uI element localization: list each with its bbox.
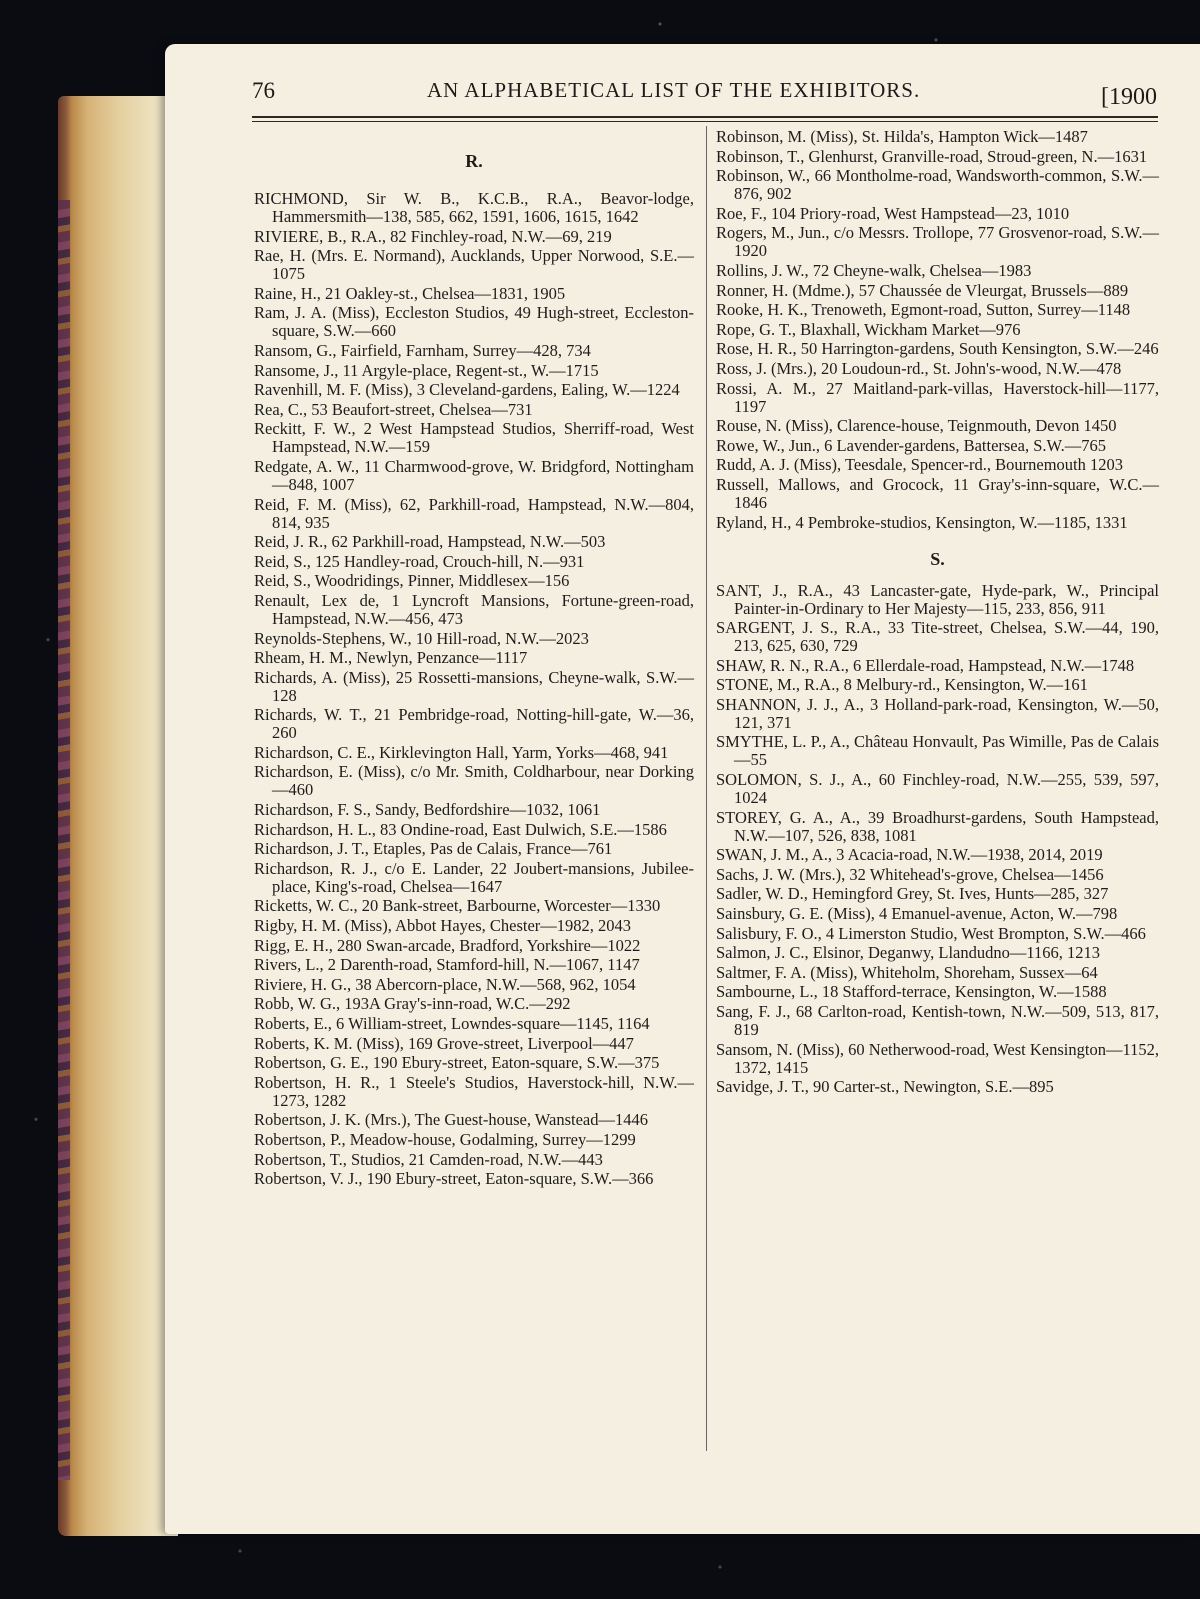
exhibitor-entry: Robertson, J. K. (Mrs.), The Guest-house, Wanstead—1446 — [254, 1110, 649, 1130]
exhibitor-entry: Reid, S., 125 Handley-road, Crouch-hill, N.—931 — [254, 551, 585, 571]
exhibitor-entry: Savidge, J. T., 90 Carter-st., Newington, S.E.—895 — [716, 1077, 1054, 1097]
page-number: 76 — [252, 78, 275, 103]
exhibitor-entry: Rose, H. R., 50 Harrington-gardens, South Kensington, S.W.—246 — [716, 339, 1159, 359]
exhibitor-entry: Russell, Mallows, and Grocock, 11 Gray's-inn-square, W.C.—1846 — [716, 474, 1159, 512]
exhibitor-entry: Robinson, M. (Miss), St. Hilda's, Hampton Wick—1487 — [716, 127, 1088, 146]
exhibitor-entry: Robertson, H. R., 1 Steele's Studios, Haverstock-hill, N.W.—1273, 1282 — [254, 1072, 694, 1110]
exhibitor-entry: Ransom, G., Fairfield, Farnham, Surrey—428, 734 — [254, 340, 591, 360]
exhibitor-entry: Ricketts, W. C., 20 Bank-street, Barbourne, Worcester—1330 — [254, 896, 661, 916]
exhibitor-entry: Rae, H. (Mrs. E. Normand), Aucklands, Upper Norwood, S.E.—1075 — [254, 246, 694, 284]
header-rule — [252, 116, 1158, 118]
exhibitor-entry: SHAW, R. N., R.A., 6 Ellerdale-road, Hampstead, N.W.—1748 — [716, 655, 1135, 675]
exhibitor-entry: Sadler, W. D., Hemingford Grey, St. Ives, Hunts—285, 327 — [716, 884, 1109, 904]
entry-list — [716, 582, 1159, 1097]
exhibitor-entry: Richards, A. (Miss), 25 Rossetti-mansions, Cheyne-walk, S.W.—128 — [254, 667, 694, 705]
exhibitor-entry: Richardson, F. S., Sandy, Bedfordshire—1032, 1061 — [254, 800, 601, 820]
exhibitor-entry: Ryland, H., 4 Pembroke-studios, Kensington, W.—1185, 1331 — [716, 512, 1128, 532]
header-rule-thin — [252, 121, 1158, 122]
right-column — [716, 128, 1159, 1098]
exhibitor-entry: Rossi, A. M., 27 Maitland-park-villas, Haverstock-hill—1177, 1197 — [716, 378, 1159, 416]
page-header — [252, 74, 1157, 114]
exhibitor-entry: Rouse, N. (Miss), Clarence-house, Teignmouth, Devon 1450 — [716, 416, 1117, 436]
exhibitor-entry: Rope, G. T., Blaxhall, Wickham Market—976 — [716, 319, 1021, 339]
exhibitor-entry: SMYTHE, L. P., A., Château Honvault, Pas Wimille, Pas de Calais—55 — [716, 732, 1159, 770]
exhibitor-entry: Sang, F. J., 68 Carlton-road, Kentish-town, N.W.—509, 513, 817, 819 — [716, 1002, 1159, 1039]
exhibitor-entry: Sainsbury, G. E. (Miss), 4 Emanuel-avenue, Acton, W.—798 — [716, 904, 1118, 924]
exhibitor-entry: Salmon, J. C., Elsinor, Deganwy, Llandudno—1166, 1213 — [716, 943, 1101, 963]
exhibitor-entry: Rowe, W., Jun., 6 Lavender-gardens, Battersea, S.W.—765 — [716, 435, 1106, 455]
header-year: [1900 — [1101, 84, 1157, 110]
exhibitor-entry: Robinson, T., Glenhurst, Granville-road, Stroud-green, N.—1631 — [716, 146, 1148, 166]
section-letter-r: R. — [465, 151, 483, 171]
entry-list — [254, 190, 694, 1188]
exhibitor-entry: Sambourne, L., 18 Stafford-terrace, Kensington, W.—1588 — [716, 982, 1107, 1002]
exhibitor-entry: Richardson, R. J., c/o E. Lander, 22 Joubert-mansions, Jubilee-place, King's-road, Chelsea—1647 — [254, 858, 694, 896]
exhibitor-entry: Roberts, E., 6 William-street, Lowndes-square—1145, 1164 — [254, 1014, 650, 1033]
column-divider — [706, 126, 707, 1451]
exhibitor-entry: Raine, H., 21 Oakley-st., Chelsea—1831, 1905 — [254, 283, 566, 303]
exhibitor-entry: Ransome, J., 11 Argyle-place, Regent-st., W.—1715 — [254, 360, 599, 380]
exhibitor-entry: Richardson, C. E., Kirklevington Hall, Yarm, Yorks—468, 941 — [254, 742, 669, 762]
book-page-edges — [58, 96, 178, 1536]
exhibitor-entry: Richards, W. T., 21 Pembridge-road, Notting-hill-gate, W.—36, 260 — [254, 705, 694, 743]
exhibitor-entry: Robb, W. G., 193A Gray's-inn-road, W.C.—292 — [254, 994, 571, 1014]
exhibitor-entry: Reynolds-Stephens, W., 10 Hill-road, N.W.—2023 — [254, 628, 589, 648]
exhibitor-entry: Robinson, W., 66 Montholme-road, Wandsworth-common, S.W.—876, 902 — [716, 166, 1159, 204]
exhibitor-entry: Sansom, N. (Miss), 60 Netherwood-road, West Kensington—1152, 1372, 1415 — [716, 1039, 1159, 1077]
exhibitor-entry: Robertson, T., Studios, 21 Camden-road, N.W.—443 — [254, 1149, 603, 1169]
exhibitor-entry: Richardson, H. L., 83 Ondine-road, East Dulwich, S.E.—1586 — [254, 819, 667, 839]
exhibitor-entry: Ravenhill, M. F. (Miss), 3 Cleveland-gardens, Ealing, W.—1224 — [254, 380, 680, 400]
exhibitor-entry: Robertson, P., Meadow-house, Godalming, Surrey—1299 — [254, 1129, 636, 1149]
exhibitor-entry: Ross, J. (Mrs.), 20 Loudoun-rd., St. John's-wood, N.W.—478 — [716, 358, 1122, 378]
exhibitor-entry: Rigby, H. M. (Miss), Abbot Hayes, Chester—1982, 2043 — [254, 916, 632, 936]
exhibitor-entry: Richardson, J. T., Etaples, Pas de Calais, France—761 — [254, 839, 613, 859]
exhibitor-entry: Renault, Lex de, 1 Lyncroft Mansions, Fortune-green-road, Hampstead, N.W.—456, 473 — [254, 590, 694, 628]
exhibitor-entry: Riviere, H. G., 38 Abercorn-place, N.W.—568, 962, 1054 — [254, 974, 636, 994]
exhibitor-entry: Reid, J. R., 62 Parkhill-road, Hampstead, N.W.—503 — [254, 532, 606, 552]
left-column — [254, 128, 694, 1190]
exhibitor-entry: Salisbury, F. O., 4 Limerston Studio, West Brompton, S.W.—466 — [716, 923, 1146, 943]
exhibitor-entry: Robertson, G. E., 190 Ebury-street, Eaton-square, S.W.—375 — [254, 1053, 660, 1073]
exhibitor-entry: Rogers, M., Jun., c/o Messrs. Trollope, 77 Grosvenor-road, S.W.—1920 — [716, 223, 1159, 261]
exhibitor-entry: Reckitt, F. W., 2 West Hampstead Studios, Sherriff-road, West Hampstead, N.W.—159 — [254, 419, 694, 457]
exhibitor-entry: Ram, J. A. (Miss), Eccleston Studios, 49 Hugh-street, Eccleston-square, S.W.—660 — [254, 303, 694, 341]
exhibitor-entry: Rigg, E. H., 280 Swan-arcade, Bradford, Yorkshire—1022 — [254, 935, 641, 955]
exhibitor-entry: Ronner, H. (Mdme.), 57 Chaussée de Vleurgat, Brussels—889 — [716, 280, 1129, 300]
exhibitor-entry: Redgate, A. W., 11 Charmwood-grove, W. Bridgford, Nottingham—848, 1007 — [254, 456, 694, 494]
marbled-edge — [58, 200, 70, 1480]
exhibitor-entry: Robertson, V. J., 190 Ebury-street, Eaton-square, S.W.—366 — [254, 1169, 654, 1189]
exhibitor-entry: Reid, S., Woodridings, Pinner, Middlesex—156 — [254, 571, 570, 591]
exhibitor-entry: Reid, F. M. (Miss), 62, Parkhill-road, Hampstead, N.W.—804, 814, 935 — [254, 494, 694, 532]
exhibitor-entry: Rooke, H. K., Trenoweth, Egmont-road, Sutton, Surrey—1148 — [716, 300, 1131, 320]
exhibitor-entry: Rea, C., 53 Beaufort-street, Chelsea—731 — [254, 399, 533, 419]
exhibitor-entry: Rheam, H. M., Newlyn, Penzance—1117 — [254, 648, 528, 668]
exhibitor-entry: RIVIERE, B., R.A., 82 Finchley-road, N.W.—69, 219 — [254, 226, 612, 246]
exhibitor-entry: Roe, F., 104 Priory-road, West Hampstead—23, 1010 — [716, 203, 1070, 223]
entry-list — [716, 128, 1159, 532]
exhibitor-entry: RICHMOND, Sir W. B., K.C.B., R.A., Beavor-lodge, Hammersmith—138, 585, 662, 1591, 1606, 1615, 1642 — [254, 189, 694, 226]
section-letter-s: S. — [930, 548, 945, 569]
exhibitor-entry: SARGENT, J. S., R.A., 33 Tite-street, Chelsea, S.W.—44, 190, 213, 625, 630, 729 — [716, 618, 1159, 656]
exhibitor-entry: Richardson, E. (Miss), c/o Mr. Smith, Coldharbour, near Dorking—460 — [254, 762, 694, 800]
exhibitor-entry: SOLOMON, S. J., A., 60 Finchley-road, N.W.—255, 539, 597, 1024 — [716, 770, 1159, 808]
exhibitor-entry: SANT, J., R.A., 43 Lancaster-gate, Hyde-park, W., Principal Painter-in-Ordinary to Her Majesty—115, 233, 856, 911 — [716, 580, 1159, 618]
exhibitor-entry: Rudd, A. J. (Miss), Teesdale, Spencer-rd., Bournemouth 1203 — [716, 455, 1123, 475]
exhibitor-entry: SWAN, J. M., A., 3 Acacia-road, N.W.—1938, 2014, 2019 — [716, 845, 1103, 865]
exhibitor-entry: Rollins, J. W., 72 Cheyne-walk, Chelsea—1983 — [716, 260, 1032, 280]
exhibitor-entry: STONE, M., R.A., 8 Melbury-rd., Kensington, W.—161 — [716, 675, 1088, 695]
exhibitor-entry: SHANNON, J. J., A., 3 Holland-park-road, Kensington, W.—50, 121, 371 — [716, 694, 1159, 732]
exhibitor-entry: Roberts, K. M. (Miss), 169 Grove-street, Liverpool—447 — [254, 1033, 634, 1053]
exhibitor-entry: Rivers, L., 2 Darenth-road, Stamford-hill, N.—1067, 1147 — [254, 955, 640, 975]
running-title: AN ALPHABETICAL LIST OF THE EXHIBITORS. — [427, 78, 921, 102]
exhibitor-entry: Saltmer, F. A. (Miss), Whiteholm, Shoreham, Sussex—64 — [716, 962, 1098, 982]
exhibitor-entry: STOREY, G. A., A., 39 Broadhurst-gardens, South Hampstead, N.W.—107, 526, 838, 1081 — [716, 807, 1159, 845]
exhibitor-entry: Sachs, J. W. (Mrs.), 32 Whitehead's-grove, Chelsea—1456 — [716, 864, 1104, 884]
